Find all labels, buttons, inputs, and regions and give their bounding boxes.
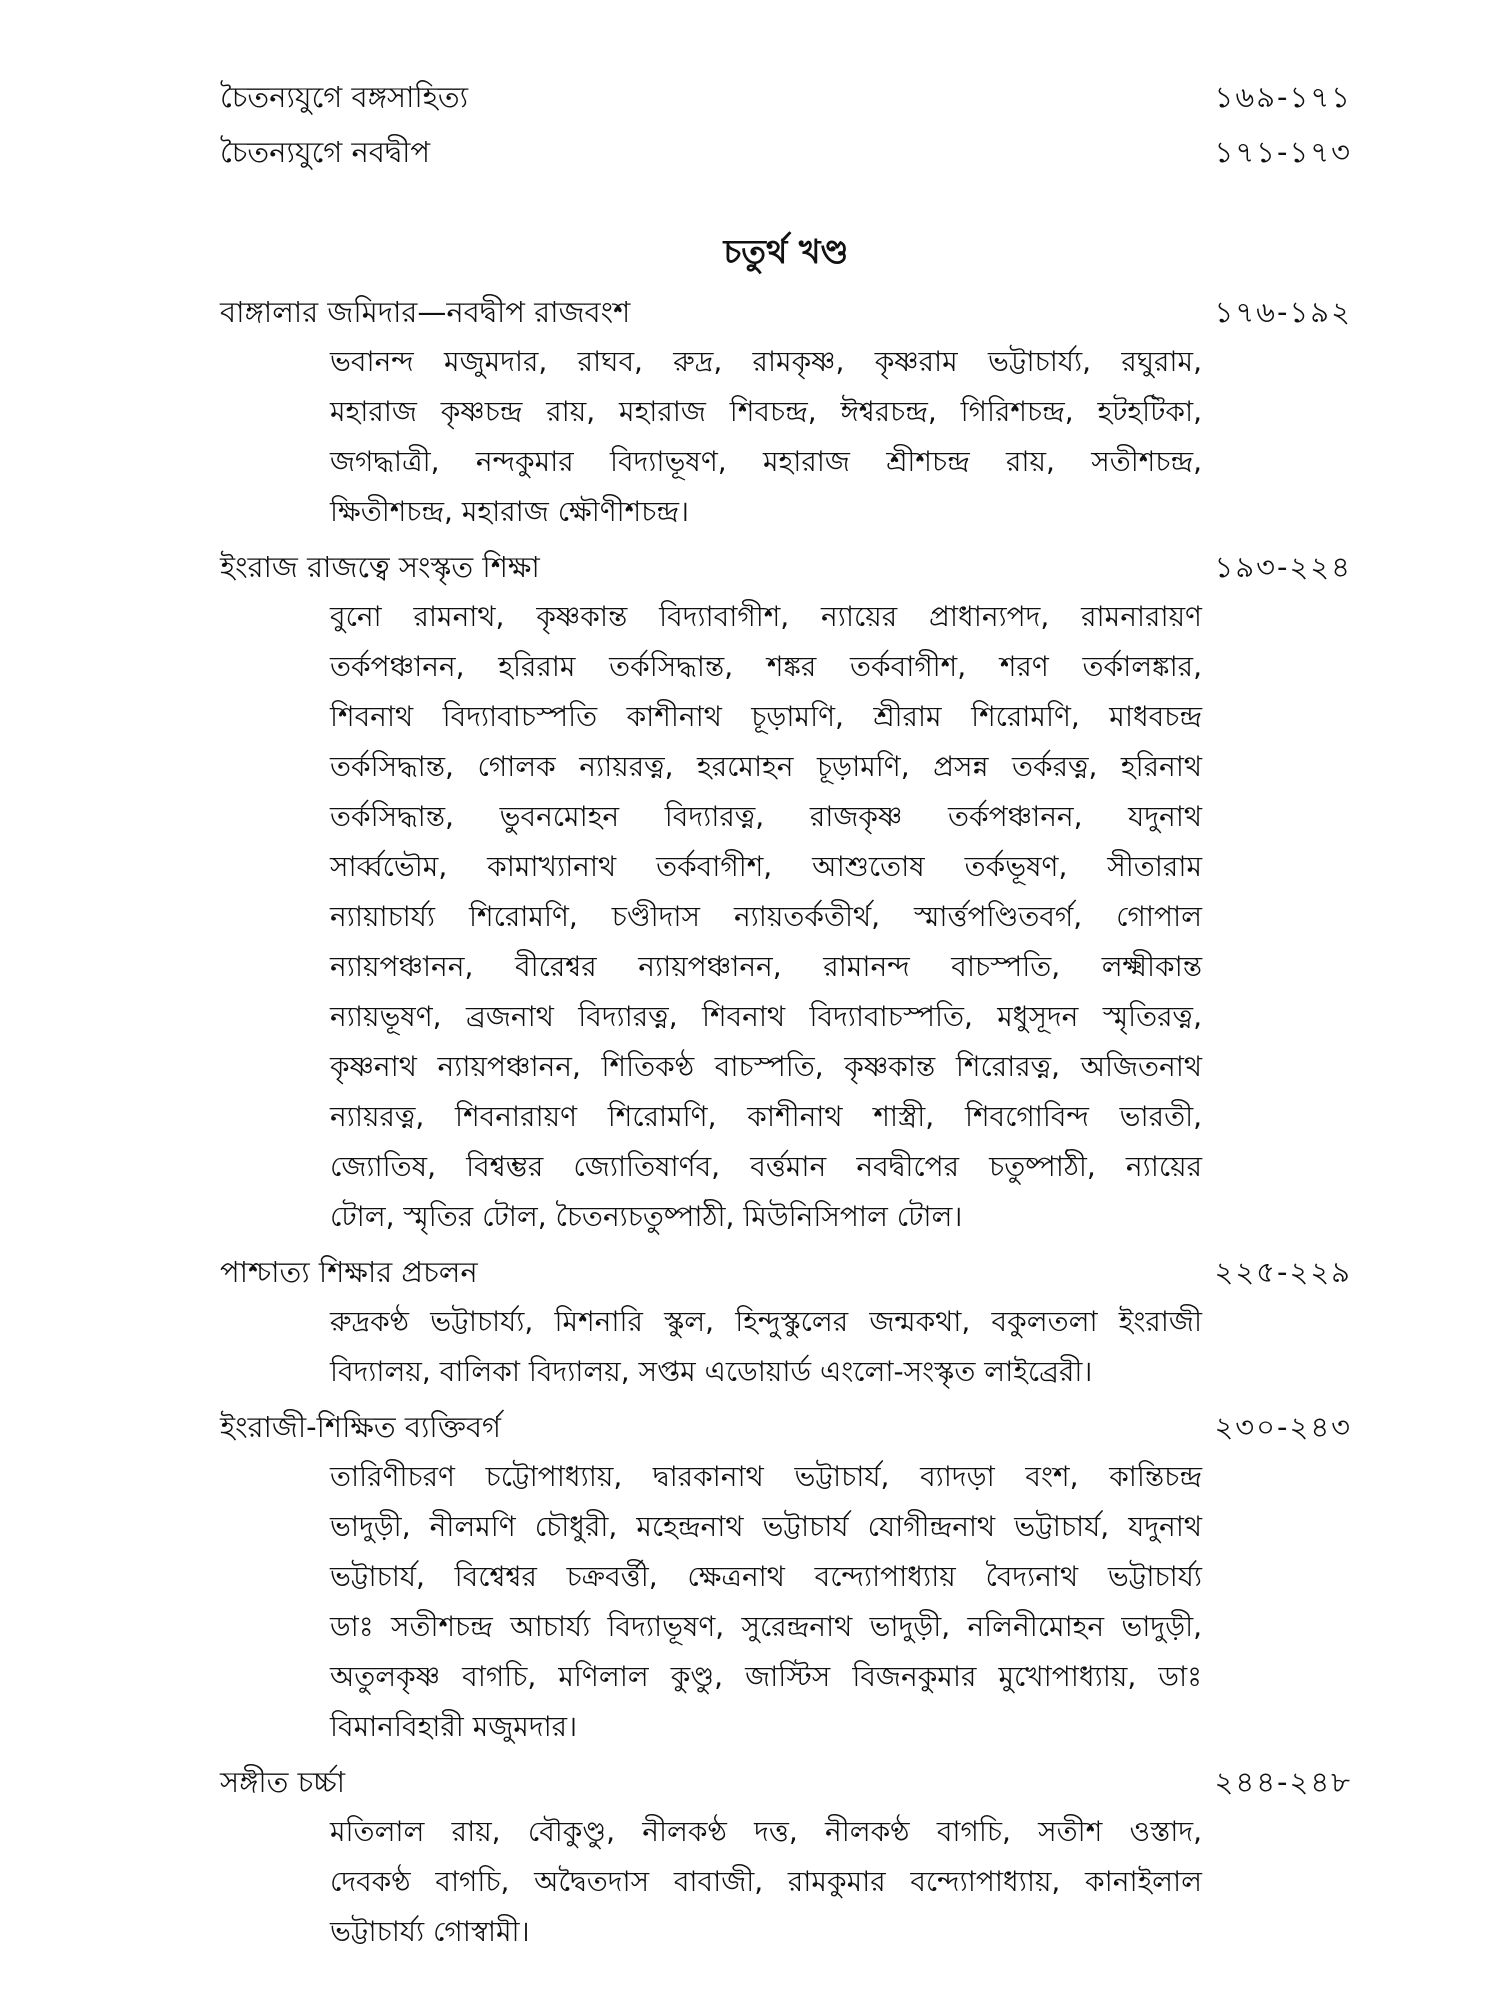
entry-title: বাঙ্গালার জমিদার—নবদ্বীপ রাজবংশ [220,295,631,329]
entry-pages: ২৪৪-২৪৮ [1214,1765,1352,1799]
entry-title: সঙ্গীত চর্চ্চা [220,1765,345,1799]
toc-entry [220,127,1352,177]
entry-subtopics-line: ন্যায়রত্ন, শিবনারায়ণ শিরোমণি, কাশীনাথ শাস্ত্রী, শিবগোবিন্দ ভারতী, [330,1100,1202,1133]
entry-subtopics-line: ডাঃ সতীশচন্দ্র আচার্য্য বিদ্যাভূষণ, সুরেন্দ্রনাথ ভাদুড়ী, নলিনীমোহন ভাদুড়ী, [330,1610,1202,1643]
entry-subtopics-line: তারিণীচরণ চট্টোপাধ্যায়, দ্বারকানাথ ভট্টাচার্য, ব্যাদড়া বংশ, কান্তিচন্দ্র [330,1460,1202,1493]
entry-subtopics-line: শিবনাথ বিদ্যাবাচস্পতি কাশীনাথ চূড়ামণি, শ্রীরাম শিরোমণি, মাধবচন্দ্র [330,700,1202,733]
entry-title: চৈতন্যযুগে বঙ্গসাহিত্য [220,80,469,114]
entries-list [220,287,1352,1957]
entry-pages: ২২৫-২২৯ [1214,1255,1352,1289]
entry-pages: ১৭১-১৭৩ [1214,135,1352,169]
entry-subtopics-line: দেবকণ্ঠ বাগচি, অদ্বৈতদাস বাবাজী, রামকুমার বন্দ্যোপাধ্যায়, কানাইলাল [330,1865,1202,1898]
table-of-contents [220,72,1352,1957]
toc-entry [220,1402,1352,1452]
entry-subtopics-line: বিমানবিহারী মজুমদার। [330,1710,578,1743]
entry-title: পাশ্চাত্য শিক্ষার প্রচলন [220,1255,478,1289]
entry-subtopics-line: ভট্টাচার্য্য গোস্বামী। [330,1915,530,1948]
entry-subtopics-line: মহারাজ কৃষ্ণচন্দ্র রায়, মহারাজ শিবচন্দ্র, ঈশ্বরচন্দ্র, গিরিশচন্দ্র, হটহটিকা, [330,395,1202,428]
entry-title: ইংরাজ রাজত্বে সংস্কৃত শিক্ষা [220,550,540,584]
entry-subtopics-line: বিদ্যালয়, বালিকা বিদ্যালয়, সপ্তম এডোয়ার্ড এংলো-সংস্কৃত লাইব্রেরী। [330,1355,1093,1388]
entry-subtopics-line: বুনো রামনাথ, কৃষ্ণকান্ত বিদ্যাবাগীশ, ন্যায়ের প্রাধান্যপদ, রামনারায়ণ [330,600,1202,633]
entry-subtopics-line: সার্ব্বভৌম, কামাখ্যানাথ তর্কবাগীশ, আশুতোষ তর্কভূষণ, সীতারাম [330,850,1202,883]
entry-subtopics-line: রুদ্রকণ্ঠ ভট্টাচার্য্য, মিশনারি স্কুল, হিন্দুস্কুলের জন্মকথা, বকুলতলা ইংরাজী [330,1305,1202,1338]
entry-subtopics-line: মতিলাল রায়, বৌকুণ্ডু, নীলকণ্ঠ দত্ত, নীলকণ্ঠ বাগচি, সতীশ ওস্তাদ, [330,1815,1202,1848]
entry-pages: ১৯৩-২২৪ [1214,550,1352,584]
entry-subtopics-line: ভবানন্দ মজুমদার, রাঘব, রুদ্র, রামকৃষ্ণ, কৃষ্ণরাম ভট্টাচার্য্য, রঘুরাম, [330,345,1202,378]
entry-subtopics-line: ন্যায়ভূষণ, ব্রজনাথ বিদ্যারত্ন, শিবনাথ বিদ্যাবাচস্পতি, মধুসূদন স্মৃতিরত্ন, [330,1000,1202,1033]
entry-subtopics-line: জগদ্ধাত্রী, নন্দকুমার বিদ্যাভূষণ, মহারাজ শ্রীশচন্দ্র রায়, সতীশচন্দ্র, [330,445,1202,478]
entry-subtopics-line: ন্যায়পঞ্চানন, বীরেশ্বর ন্যায়পঞ্চানন, রামানন্দ বাচস্পতি, লক্ষ্মীকান্ত [330,950,1202,983]
entry-subtopics-line: তর্কপঞ্চানন, হরিরাম তর্কসিদ্ধান্ত, শঙ্কর তর্কবাগীশ, শরণ তর্কালঙ্কার, [330,650,1202,683]
entry-title: চৈতন্যযুগে নবদ্বীপ [220,135,431,169]
toc-entry [220,1247,1352,1297]
entry-pages: ১৭৬-১৯২ [1214,295,1352,329]
toc-entry [220,72,1352,122]
entry-subtopics-line: তর্কসিদ্ধান্ত, গোলক ন্যায়রত্ন, হরমোহন চূড়ামণি, প্রসন্ন তর্করত্ন, হরিনাথ [330,750,1202,783]
toc-entry [220,542,1352,592]
section-heading: চতুর্থ খণ্ড [723,232,849,271]
entry-subtopics-line: টোল, স্মৃতির টোল, চৈতন্যচতুষ্পাঠী, মিউনিসিপাল টোল। [330,1200,963,1233]
entry-subtopics-line: ন্যায়াচার্য্য শিরোমণি, চণ্ডীদাস ন্যায়তর্কতীর্থ, স্মার্ত্তপণ্ডিতবর্গ, গোপাল [330,900,1202,933]
toc-entry [220,287,1352,337]
entry-pages: ২৩০-২৪৩ [1214,1410,1352,1444]
entry-subtopics-line: ভাদুড়ী, নীলমণি চৌধুরী, মহেন্দ্রনাথ ভট্টাচার্য যোগীন্দ্রনাথ ভট্টাচার্য, যদুনাথ [330,1510,1202,1543]
entry-subtopics-line: ভট্টাচার্য, বিশ্বেশ্বর চক্রবর্ত্তী, ক্ষেত্রনাথ বন্দ্যোপাধ্যায় বৈদ্যনাথ ভট্টাচার্য্য [330,1560,1202,1593]
entry-subtopics-line: অতুলকৃষ্ণ বাগচি, মণিলাল কুণ্ডু, জাস্টিস বিজনকুমার মুখোপাধ্যায়, ডাঃ [330,1660,1202,1693]
entry-subtopics-line: তর্কসিদ্ধান্ত, ভুবনমোহন বিদ্যারত্ন, রাজকৃষ্ণ তর্কপঞ্চানন, যদুনাথ [330,800,1202,833]
entry-subtopics-line: কৃষ্ণনাথ ন্যায়পঞ্চানন, শিতিকণ্ঠ বাচস্পতি, কৃষ্ণকান্ত শিরোরত্ন, অজিতনাথ [330,1050,1202,1083]
entry-title: ইংরাজী-শিক্ষিত ব্যক্তিবর্গ [220,1410,502,1444]
entry-subtopics-line: জ্যোতিষ, বিশ্বম্ভর জ্যোতিষার্ণব, বর্ত্তমান নবদ্বীপের চতুষ্পাঠী, ন্যায়ের [330,1150,1202,1183]
toc-entry [220,1757,1352,1807]
entry-subtopics-line: ক্ষিতীশচন্দ্র, মহারাজ ক্ষৌণীশচন্দ্র। [330,495,690,528]
entry-pages: ১৬৯-১৭১ [1214,80,1352,114]
